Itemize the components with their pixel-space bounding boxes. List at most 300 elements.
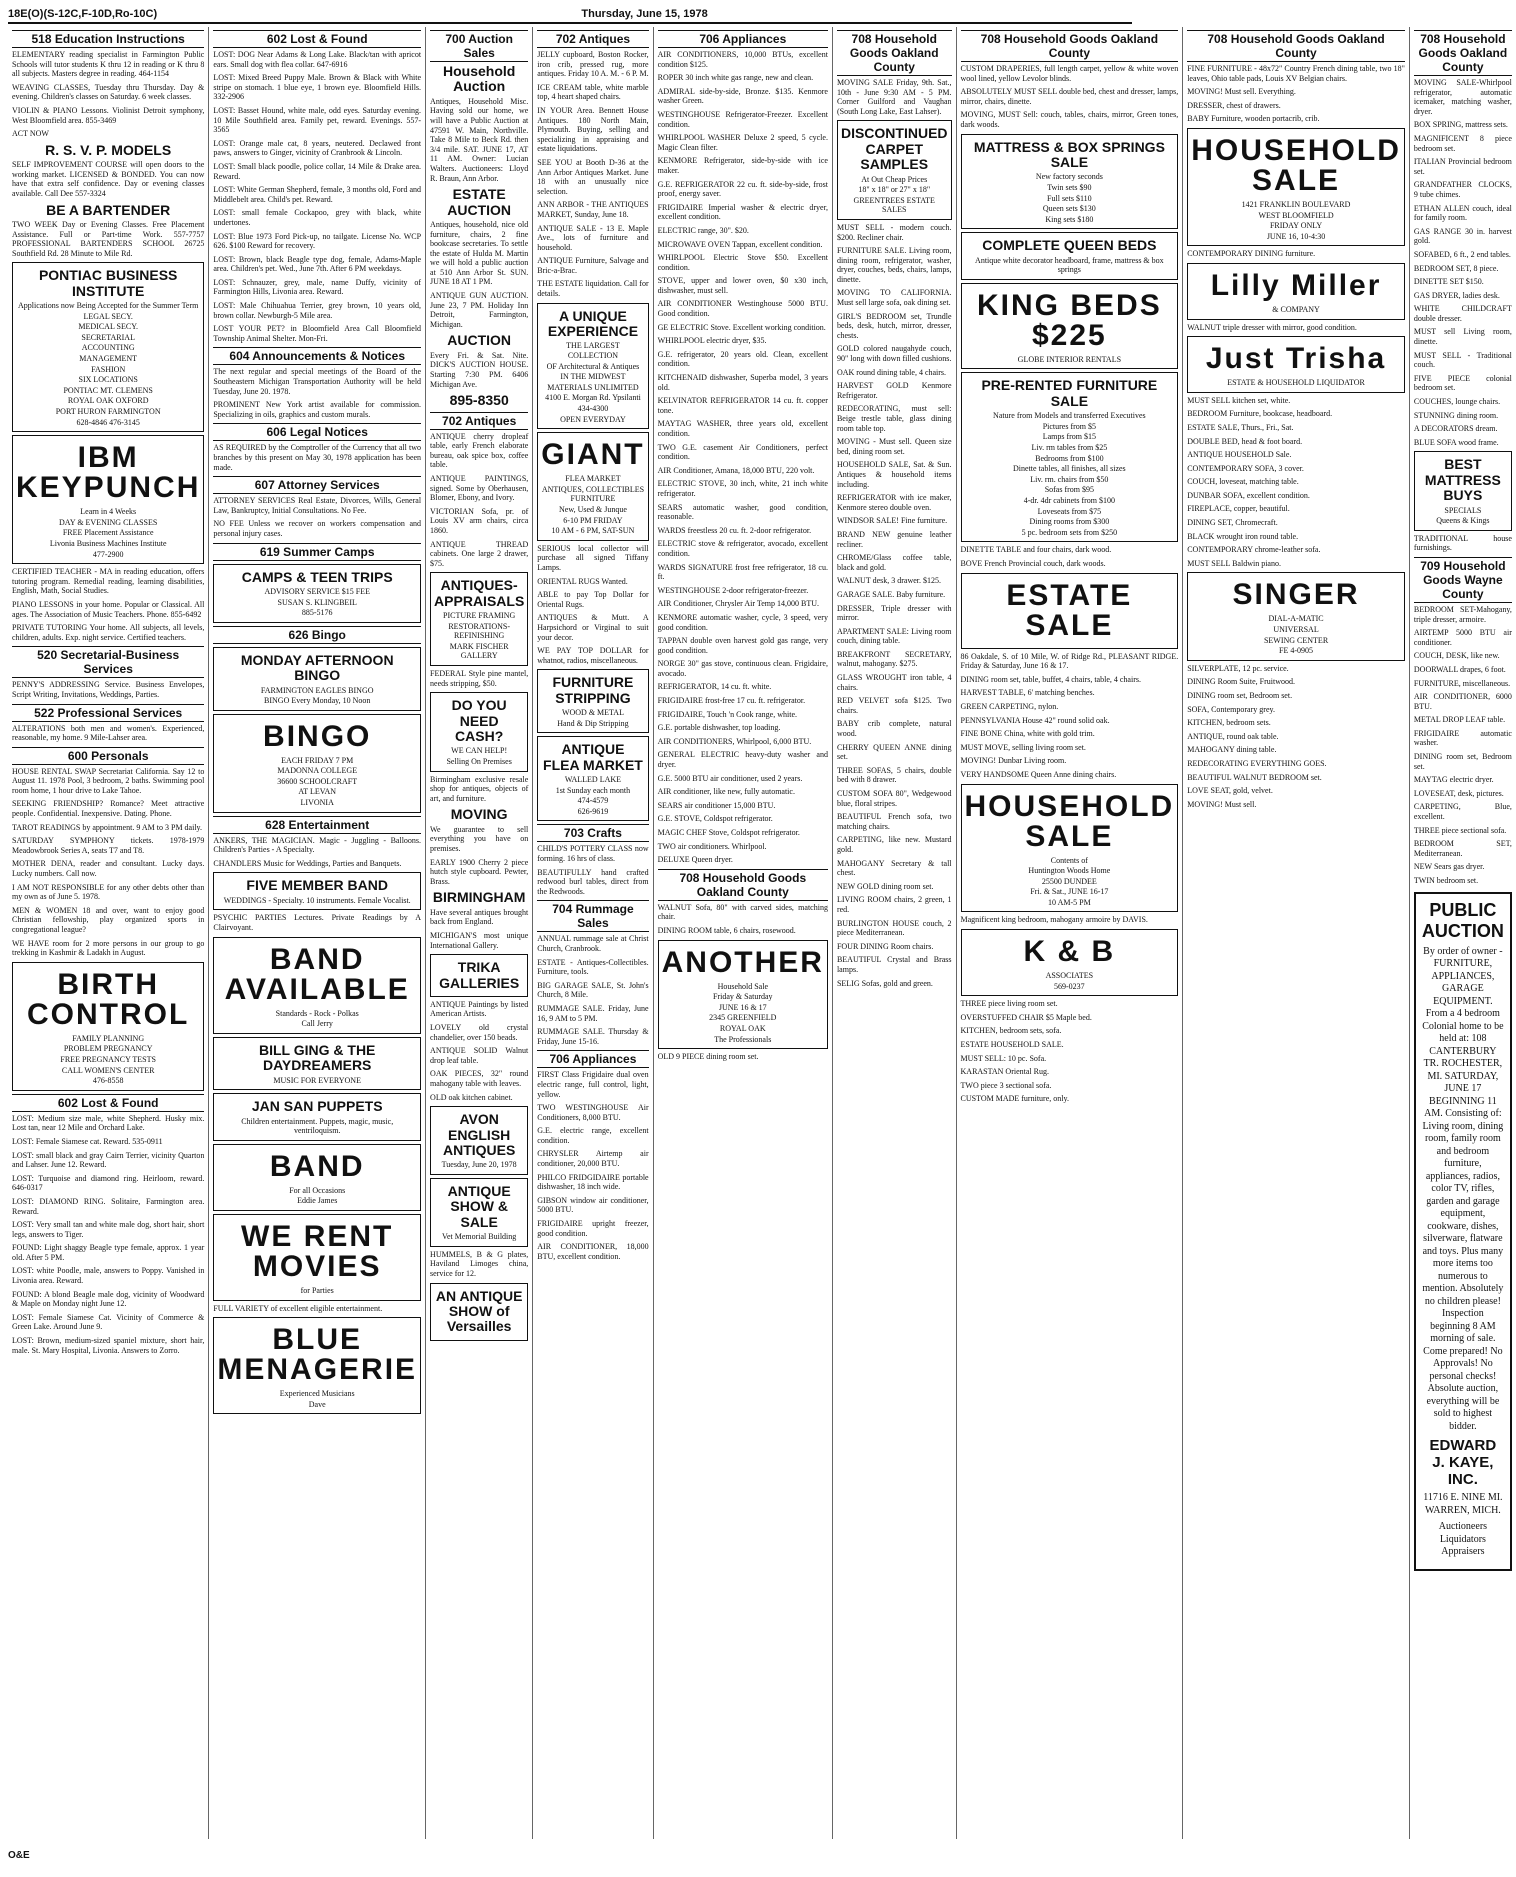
classified-ad: ADMIRAL side-by-side, Bronze. $135. Kenmore washer Green. [657,86,828,106]
classified-ad: FIRST Class Frigidaire dual oven electric range, full control, light, yellow. [537,1070,649,1099]
classified-ad: LOST: Small black poodle, police collar, 14 Mile & Drake area. Reward. [213,161,422,181]
display-ad-line: Fri. & Sat., JUNE 16-17 [1030,887,1109,897]
classified-ad: LOVESEAT, desk, pictures. [1413,788,1504,798]
section-header: 706 Appliances [537,1050,648,1068]
display-ad-title: DO YOU NEED CASH? [451,697,507,745]
public-auction-body: By order of owner - FURNITURE, APPLIANCES, GARAGE EQUIPMENT. From a 4 bedroom Colonial home to be held at: 108 CANTERBURY TR. ROCHESTER, MI. SATURDAY, JUNE 17 BEGINNING 11 AM. Consisting of: Living room, dining room, family room and bedroom furniture, appliances, radios, color TV, rifles, garden and garage equipment, cookware, dishes, silverware, flatware and toys. Plus many more items too numerous to mention. Absolutely no children please! Inspection beginning 8 AM morning of sale. Come prepared! No Approvals! No personal checks! Absolute auction, everything will be sold to highest bidder. [1422,945,1504,1432]
classified-ad: AS REQUIRED by the Comptroller of the Currency that all two branches by this present on May 30, 1978 application has been made. [213,443,422,472]
display-ad-line: MUSIC FOR EVERYONE [273,1075,361,1085]
display-ad-line: New factory seconds [1035,172,1103,182]
classified-ad: SEE YOU at Booth D-36 at the Ann Arbor Antiques Market. June 18 with an unusually nice selection. [537,157,649,196]
display-ad-line: 10 AM-5 PM [1048,897,1091,907]
classified-ad: WESTINGHOUSE Refrigerator-Freezer. Excellent condition. [657,109,828,129]
classified-ad: MUST SELL kitchen set, white. [1187,395,1291,405]
classified-ad: LOST: Brown, medium-sized spaniel mixture, short hair, male. St. Mary Hospital, Livonia. Answers to Zorro. [12,1336,205,1355]
ad-headline: AUCTION [447,332,512,349]
display-ad [213,937,421,1034]
classified-ad: G.E. electric range, excellent condition. [537,1126,649,1145]
classified-column [654,27,833,1839]
classified-ad: MICHIGAN'S most unique International Gallery. [430,930,529,950]
classified-ad: ANTIQUE, round oak table. [1187,731,1279,741]
section-header: 703 Crafts [537,824,648,842]
display-ad-line: & COMPANY [1272,304,1320,314]
classified-ad: MOVING SALE Friday, 9th. Sat., 10th - June 9:30 AM - 5 PM. Corner Guilford and Vaughan (South Long Lake, East Lahser). [836,78,952,116]
display-ad [430,1283,528,1341]
classified-ad: BRAND NEW genuine leather recliner. [836,529,952,549]
display-ad [537,669,648,733]
classified-ad: DINING room set, Bedroom set. [1413,752,1512,771]
classified-ad: BOVE French Provincial couch, dark woods. [960,558,1106,568]
display-ad-line: OF Architectural & Antiques [546,361,640,371]
classified-column [8,27,209,1839]
display-ad-line: WEST BLOOMFIELD [1258,210,1334,220]
display-ad-line: Dining rooms from $300 [1029,517,1110,527]
masthead [8,8,1132,24]
classified-ad: VIOLIN & PIANO Lessons. Violinist Detroit symphony, West Bloomfield area. 855-3469 [12,105,205,125]
display-ad-line: JUNE 16, 10-4:30 [1266,231,1326,241]
classified-ad: GIRL'S BEDROOM set, Trundle beds, desk, hutch, mirror, dresser, chests. [836,311,952,340]
classified-ad: MUST SELL: 10 pc. Sofa. [960,1053,1047,1063]
display-ad-line: BINGO Every Monday, 10 Noon [264,696,371,706]
newspaper-page [8,8,1512,1861]
display-ad-title: BLUE MENAGERIE [217,1323,418,1387]
display-ad [12,435,204,564]
classified-ad: NEW GOLD dining room set. [836,881,934,891]
classified-ad: ICE CREAM table, white marble top, 4 heart shaped chairs. [537,82,649,102]
classified-ad: MAGIC CHEF Stove, Coldspot refrigerator. [657,828,800,837]
classified-ad: ANTIQUE HOUSEHOLD Sale. [1187,450,1292,460]
display-ad-line: ESTATE & HOUSEHOLD LIQUIDATOR [1227,378,1365,388]
classified-ad: BREAKFRONT SECRETARY, walnut, mahogany. $275. [836,649,952,669]
display-ad-line: Nature from Models and transferred Executives [993,411,1146,421]
display-ad-line: ANTIQUES, COLLECTIBLES FURNITURE [541,484,645,504]
classified-ad: MOVING! Must sell. [1187,799,1257,809]
display-ad-title: ESTATE SALE [1006,578,1133,642]
classified-ad: LOST: White German Shepherd, female, 3 months old, Ford and Middlebelt area. Child's pet. Reward. [213,185,422,204]
display-ad-line: 6-10 PM FRIDAY [563,515,623,525]
classified-ad: GAS DRYER, ladies desk. [1413,290,1500,300]
classified-ad: G.E. STOVE, Coldspot refrigerator. [657,814,773,824]
classified-ad: REDECORATING, must sell: Beige trestle table, glass dining room table top. [836,404,952,433]
display-ad [658,940,828,1050]
display-ad-line: ASSOCIATES [1045,971,1094,981]
display-ad [430,1178,528,1247]
classified-ad: KENMORE Refrigerator, side-by-side with ice maker. [657,156,828,175]
display-ad-line: UNIVERSAL [1273,625,1319,635]
display-ad-line: Dave [308,1399,326,1409]
display-ad-title: KING BEDS $225 [977,288,1162,352]
display-ad-title: BAND [269,1149,365,1183]
classified-ad: DRESSER, Triple dresser with mirror. [836,603,952,623]
classified-ad: FINE BONE China, white with gold trim. [960,729,1095,739]
classified-ad: DINING SET, Chromecraft. [1187,518,1278,528]
display-ad [961,372,1179,542]
classified-ad: Every Fri. & Sat. Nite. DICK'S AUCTION HOUSE. Starting 7:30 PM. 6406 Michigan Ave. [430,350,529,389]
display-ad-line: OPEN EVERYDAY [560,414,626,424]
display-ad-title: PONTIAC BUSINESS INSTITUTE [38,267,178,299]
display-ad [961,232,1179,280]
classified-ad: FOUND: A blond Beagle male dog, vicinity of Woodward & Maple on Monday night June 12. [12,1289,205,1309]
display-ad-line: Vet Memorial Building [442,1232,517,1242]
classified-ad: PENNSYLVANIA House 42" round solid oak. [960,715,1110,725]
section-header: 708 Household Goods Oakland County [1187,30,1405,62]
classified-ad: LOST: white Poodle, male, answers to Poppy. Vanished in Livonia area. Reward. [12,1266,205,1286]
classified-ad: ANTIQUE cherry dropleaf table, early French elaborate bureau, oak spice box, coffee table. [430,431,529,470]
section-header: 708 Household Goods Oakland County [1414,30,1512,76]
classified-ad: PIANO LESSONS in your home. Popular or Classical. All ages. The Association of Music Teachers. Phone. 855-6492 [12,599,205,619]
classified-ad: GOLD colored naugahyde couch, 90" long with down filled cushions. [836,344,952,364]
section-header: 708 Household Goods Oakland County [837,30,952,76]
section-header: 704 Rummage Sales [537,900,648,932]
classified-ad: G.E. refrigerator, 20 years old. Clean, excellent condition. [657,349,828,369]
section-header: 706 Appliances [658,30,828,48]
issue-date: Thursday, June 15, 1978 [581,8,708,20]
classified-ad: FRIGIDAIRE Imperial washer & electric dryer, excellent condition. [657,202,828,222]
classified-ad: DINING room set, Bedroom set. [1187,691,1293,700]
section-header: 702 Antiques [430,412,528,430]
display-ad-line: ADVISORY SERVICE $15 FEE [264,586,370,596]
display-ad-line: SEWING CENTER [1263,635,1329,645]
classified-ad: LIVING ROOM chairs, 2 green, 1 red. [836,895,952,914]
classified-ad: LOST: Basset Hound, white male, odd eyes. Saturday evening. 10 Mile Southfield area. Family pet, reward. Evenings. 557-3565 [213,105,422,135]
classified-ad: BURLINGTON HOUSE couch, 2 piece Mediterranean. [836,918,952,938]
display-ad-line: New, Used & Junque [558,504,627,514]
classified-ad: DINING room set, table, buffet, 4 chairs, table, 4 chairs. [960,674,1141,684]
display-ad [537,736,648,821]
classified-ad: MAHOGANY Secretary & tall chest. [836,858,952,878]
display-ad [213,564,421,623]
display-ad-line: Liv. rm. chairs from $50 [1030,474,1109,484]
classified-ad: REFRIGERATOR, 14 cu. ft. white. [657,682,772,692]
classified-ad: BEDROOM Furniture, bookcase, headboard. [1187,409,1333,419]
display-ad-line: Experienced Musicians [279,1389,355,1399]
classified-ad: FOUR DINING Room chairs. [836,941,934,951]
classified-ad: TWO G.E. casement Air Conditioners, perfect condition. [657,442,828,462]
classified-ad: CERTIFIED TEACHER - MA in reading education, offers tutoring program. Remedial reading, learning disabilities, English, Math, Social Studies. [12,567,205,596]
classified-ad: ABSOLUTELY MUST SELL double bed, chest and dresser, lamps, mirror, chairs, dinette. [960,87,1179,106]
display-ad-title: HOUSEHOLD SALE [1191,133,1401,197]
classified-ad: BEAUTIFULLY hand crafted redwood burl tables, direct from the Redwoods. [537,867,649,896]
classified-ad: BABY crib complete, natural wood. [836,719,952,739]
display-ad-line: 18" x 18" or 27" x 18" [858,185,931,195]
classified-ad: COUCH, loveseat, matching table. [1187,477,1299,487]
classified-ad: TAPPAN double oven harvest gold gas range, very good condition. [657,636,828,655]
classified-ad: AIR Conditioner, Amana, 18,000 BTU, 220 volt. [657,465,815,475]
classified-ad: THREE piece living room set. [960,999,1058,1009]
classified-ad: BEAUTIFUL French sofa, two matching chairs. [836,812,952,831]
display-ad-line: Children entertainment. Puppets, magic, music, ventriloquism. [241,1116,394,1136]
classified-ad: BEDROOM SET, Mediterranean. [1413,839,1512,858]
display-ad-line: Livonia Business Machines Institute [49,538,167,548]
classified-ad: THREE SOFAS, 5 chairs, double bed with 8 drawer. [836,765,952,785]
classified-ad: 86 Oakdale, S. of 10 Mile, W. of Ridge Rd., PLEASANT RIDGE. Friday & Saturday, June 16 & 17. [960,651,1179,671]
classified-ad: SEARS automatic washer, good condition, reasonable. [657,502,828,522]
display-ad-line: Lamps from $15 [1042,432,1097,442]
display-ad [213,714,421,813]
classified-ad: MUST MOVE, selling living room set. [960,742,1086,752]
display-ad-title: K & B [1023,935,1116,969]
display-ad [961,134,1179,230]
classified-ad: ALTERATIONS both men and women's. Experienced, reasonable, my home. 9 Mile-Lahser area. [12,723,205,743]
section-header: 604 Announcements & Notices [213,347,421,365]
classified-ad: ANKERS, THE MAGICIAN. Magic - Juggling - Balloons. Children's Parties - A Specialty. [213,835,422,855]
display-ad [213,1317,421,1414]
classified-ad: SERIOUS local collector will purchase all signed Tiffany Lamps. [537,543,649,572]
classified-ad: TAROT READINGS by appointment. 9 AM to 3 PM daily. [12,822,203,832]
display-ad-line: FRIDAY ONLY [1269,221,1323,231]
classified-ad: Antiques, Household Misc. Having sold our home, we will have a Public Auction at 47591 W. Main, Northville. Take 8 Mile to Beck Rd. then 3/4 mile. SAT. JUNE 17, AT 11 AM. Owner: Lucian Walters. Auctioneers: Lloyd R. Braun, Ann Arbor. [430,96,529,183]
classified-column [533,27,653,1839]
display-ad-line: Standards - Rock - Polkas [275,1008,359,1018]
display-ad-line: WALLED LAKE [564,775,622,785]
classified-ad: CHILD'S POTTERY CLASS now forming. 16 hrs of class. [537,844,649,863]
section-header: 702 Antiques [537,30,648,48]
classified-ad: LOST: small female Cockapoo, grey with black, white undertones. [213,208,422,227]
classified-ad: CHRYSLER Airtemp air conditioner, 20,000 BTU. [537,1149,649,1169]
classified-ad: AIR CONDITIONER Westinghouse 5000 BTU. Good condition. [657,299,828,319]
display-ad [1187,128,1405,246]
classified-ad: OAK PIECES, 32" round mahogany table with leaves. [430,1069,529,1089]
display-ad [1414,451,1512,530]
classified-ad: COUCH, DESK, like new. [1413,651,1500,661]
display-ad-title: BILL GING & THE DAYDREAMERS [258,1041,376,1074]
display-ad-line: FREE PREGNANCY TESTS [60,1054,156,1064]
classified-ad: OLD 9 PIECE dining room set. [657,1052,759,1062]
display-ad-line: Hand & Dip Stripping [557,718,629,728]
classified-ad: The next regular and special meetings of the Board of the Southeastern Michigan Transportation Authority will be held Tuesday, June 20. 1978. [213,367,422,396]
display-ad-title: MONDAY AFTERNOON BINGO [240,651,394,684]
classified-ad: BLACK wrought iron round table. [1187,531,1299,541]
public-auction-title: PUBLIC AUCTION [1421,899,1504,941]
classified-ad: SELF IMPROVEMENT COURSE will open doors to the working market. LICENSED & BONDED. You can now have that extra self confidence. Day or evening classes available. Call Dee 557-3324 [12,160,205,198]
section-header: 708 Household Goods Oakland County [961,30,1179,62]
display-ad [430,692,528,771]
display-ad-line: THE LARGEST COLLECTION [566,341,620,361]
classified-ad: FURNITURE, miscellaneous. [1413,678,1511,688]
classified-ad: SEARS air conditioner 15,000 BTU. [657,800,776,810]
display-ad-line: Dinette tables, all finishes, all sizes [1013,464,1126,474]
classified-ad: A DECORATORS dream. [1413,424,1498,434]
display-ad-line: Selling On Premises [446,757,512,767]
display-ad-line: 4100 E. Morgan Rd. Ypsilanti [545,393,641,403]
classified-ad: LOVE SEAT, gold, velvet. [1187,786,1273,796]
ad-headline: Household Auction [442,63,516,95]
classified-ad: Have several antiques brought back from England. [430,907,529,927]
classified-ad: PSYCHIC PARTIES Lectures. Private Readings by A Clairvoyant. [213,913,422,933]
classified-ad: CARPETING, like new. Mustard gold. [836,835,952,854]
classified-ad: WARDS SIGNATURE frost free refrigerator, 18 cu. ft. [657,562,828,582]
classified-column [209,27,426,1839]
classified-ad: STUNNING dining room. [1413,410,1499,420]
display-ad [430,1106,528,1175]
classified-ad: AIR conditioner, like new, fully automatic. [657,787,795,797]
display-ad-line: 1st Sunday each month [555,785,631,795]
ad-headline: MOVING [450,806,508,823]
display-ad-title: IBM KEYPUNCH [16,441,201,505]
classified-ad: LOST: Male Chihuahua Terrier, grey brown, 10 years old, brown collar. Newburgh-5 Mile area. [213,301,422,320]
classified-ad: ANTIQUE SOLID Walnut drop leaf table. [430,1046,529,1065]
classified-ad: AIR CONDITIONER, 6000 BTU. [1413,692,1512,711]
classified-ad: GREEN CARPETING, nylon. [960,701,1059,711]
section-header: 628 Entertainment [213,816,421,834]
display-ad-line: FLEA MARKET [565,474,621,484]
classified-ad: KELVINATOR REFRIGERATOR 14 cu. ft. copper tone. [657,396,828,415]
display-ad-line: Sofas from $95 [1044,485,1095,495]
display-ad-title: FIVE MEMBER BAND [246,877,388,894]
classified-ad: MUST SELL - Traditional couch. [1413,350,1512,370]
display-ad-title: Lilly Miller [1210,268,1382,302]
classified-ad: CONTEMPORARY chrome-leather sofa. [1187,545,1321,555]
display-ad-title: WE RENT MOVIES [241,1219,394,1283]
display-ad-line: PONTIAC MT. CLEMENS [63,385,153,395]
classified-ad: LOST: DOG Near Adams & Long Lake. Black/tan with apricot ears. Small dog with flea collar. 647-6916 [213,50,422,69]
display-ad-title: ANTIQUES-APPRAISALS [434,577,525,609]
display-ad-line: JUNE 16 & 17 [718,1002,767,1012]
classified-ad: MOVING TO CALIFORNIA. Must sell large sofa, oak dining set. [836,288,952,308]
classified-ad: PHILCO FRIDGIDAIRE portable dishwasher, 18 inch wide. [537,1172,649,1192]
display-ad-line: 10 AM - 6 PM, SAT-SUN [551,526,635,536]
classified-ad: CHANDLERS Music for Weddings, Parties and Banquets. [213,858,402,868]
display-ad-line: SUSAN S. KLINGBEIL [277,597,357,607]
classified-ad: AIR CONDITIONER, 18,000 BTU, excellent condition. [537,1242,649,1261]
classified-ad: ABLE to pay Top Dollar for Oriental Rugs. [537,590,649,609]
display-ad [213,872,421,910]
display-ad [1187,263,1405,320]
classified-ad: WALNUT Sofa, 80" with carved sides, matching chair. [657,902,828,922]
classified-ad: ESTATE - Antiques-Collectibles. Furniture, tools. [537,957,649,977]
classified-ad: TWO air conditioners. Whirlpool. [657,841,767,851]
display-ad-line: At Out Cheap Prices [861,174,928,184]
classified-ad: FRIGIDAIRE automatic washer. [1413,728,1512,748]
classified-ad: TWO WEEK Day or Evening Classes. Free Placement Assistance. Full or Part-time Work. 557-7757 PROFESSIONAL BARTENDERS SCHOOL 26725 Southfield Rd. 28 Minute to Mile Rd. [12,219,205,258]
section-header: 626 Bingo [213,626,421,644]
display-ad [837,120,952,220]
classified-ad: LOST: Schnauzer, grey, male, name Duffy, vicinity of Farmington Hills, Livonia area. Reward. [213,277,422,297]
classified-ad: ITALIAN Provincial bedroom set. [1413,157,1512,176]
ad-headline: R. S. V. P. MODELS [45,141,172,158]
classified-column [1410,27,1516,1839]
classified-ad: CHROME/Glass coffee table, black and gold. [836,553,952,572]
display-ad-title: DISCONTINUED CARPET SAMPLES [840,125,948,173]
classified-ad: APARTMENT SALE: Living room couch, dining table. [836,626,952,646]
display-ad-title: PRE-RENTED FURNITURE SALE [981,377,1158,409]
classified-ad: LOST: Mixed Breed Puppy Male. Brown & Black with White stripe on stomach. 1 blue eye, 1 brown eye. Bloomfield Hills. 332-2906 [213,73,422,102]
classified-ad: Birmingham exclusive resale shop for antiques, objects of art, and furniture. [430,774,529,803]
classified-ad: MAGNIFICENT 8 piece bedroom set. [1413,133,1512,153]
display-ad-line: WOOD & METAL [561,708,624,718]
classified-ad: RUMMAGE SALE. Friday, June 16, 9 AM to 5 PM. [537,1003,649,1023]
classified-ad: FULL VARIETY of excellent eligible entertainment. [213,1303,383,1313]
display-ad-line: MEDICAL SECY. [78,322,138,332]
display-ad-title: FURNITURE STRIPPING [552,674,634,706]
display-ad-line: 434-4300 [577,404,609,413]
display-ad-line: MARK FISCHER GALLERY [449,641,509,661]
classified-ad: SILVERPLATE, 12 pc. service. [1187,663,1289,673]
display-ad-line: 474-4579 [577,796,609,806]
display-ad-line: FE 4-0905 [1279,646,1314,656]
classified-ad: DINING Room Suite, Fruitwood. [1187,677,1295,687]
classified-ad: ELECTRIC range, 30". $20. [657,225,749,235]
display-ad-line: Tuesday, June 20, 1978 [441,1160,517,1170]
display-ad-line: SECRETARIAL [81,332,135,342]
display-ad-title: JAN SAN PUPPETS [251,1098,383,1115]
display-ad-line: Liv. rm tables from $25 [1031,443,1108,453]
classified-ad: RED VELVET sofa $125. Two chairs. [836,696,952,715]
display-ad-line: Huntington Woods Home [1028,866,1111,876]
display-ad-title: ANOTHER [661,945,824,979]
classified-ad: THREE piece sectional sofa. [1413,825,1507,835]
classified-ad: AIR Conditioner, Chrysler Air Temp 14,000 BTU. [657,599,820,609]
classified-ad: CUSTOM SOFA 80", Wedgewood blue, floral stripes. [836,789,952,808]
section-header: 600 Personals [12,747,204,765]
classified-ad: MAYTAG WASHER, three years old, excellent condition. [657,419,828,438]
display-ad-line: MADONNA COLLEGE [277,766,358,776]
classified-ad: LOST: Blue 1973 Ford Pick-up, no tailgate. License No. WCP 626. $100 Reward for recovery. [213,231,422,251]
classified-ad: KITCHEN, bedroom sets. [1187,718,1271,728]
public-auction-ad [1414,892,1512,1571]
classified-ad: COUCHES, lounge chairs. [1413,397,1501,407]
classified-ad: WHIRLPOOL WASHER Deluxe 2 speed, 5 cycle. Magic Clean filter. [657,133,828,152]
display-ad-line: FARMINGTON EAGLES BINGO [260,685,374,695]
classified-ad: MOTHER DENA, reader and consultant. Lucky days. Lucky numbers. Call now. [12,859,205,879]
classified-ad: BEAUTIFUL WALNUT BEDROOM set. [1187,772,1322,782]
display-ad-title: AN ANTIQUE SHOW of Versailles [435,1287,523,1335]
display-ad-line: ACCOUNTING [81,343,135,353]
classified-ad: KENMORE automatic washer, cycle, 3 speed, very good condition. [657,612,828,632]
classified-ad: WHIRLPOOL electric dryer, $35. [657,336,767,346]
display-ad [213,647,421,711]
display-ad-line: Antique white decorator headboard, frame, mattress & box springs [975,255,1164,275]
display-ad-line: WE CAN HELP! [451,746,508,756]
display-ad-line: CALL WOMEN'S CENTER [61,1065,155,1075]
display-ad [430,572,528,666]
display-ad [213,1037,421,1090]
display-ad-title: CAMPS & TEEN TRIPS [241,568,393,585]
display-ad [213,1214,421,1301]
classified-ad: GENERAL ELECTRIC heavy-duty washer and dryer. [657,750,828,770]
classified-ad: DOORWALL drapes, 6 foot. [1413,664,1506,674]
classified-ad: BOX SPRING, mattress sets. [1413,120,1508,130]
classified-ad: WALNUT triple dresser with mirror, good condition. [1187,322,1357,332]
classified-ad: G.E. 5000 BTU air conditioner, used 2 years. [657,773,803,783]
classified-ad: Magnificent king bedroom, mahogany armoire by DAVIS. [960,915,1148,925]
classified-ad: MAHOGANY dining table. [1187,745,1277,755]
classified-column [1183,27,1410,1839]
display-ad-line: Call Jerry [301,1019,333,1029]
classified-ad: GLASS WROUGHT iron table, 4 chairs. [836,673,952,692]
display-ad-title: A UNIQUE EXPERIENCE [547,307,639,340]
classified-ad: LOVELY old crystal chandelier, over 150 beads. [430,1023,529,1042]
classified-ad: SOFABED, 6 ft., 2 end tables. [1413,249,1511,259]
classified-ad: ESTATE HOUSEHOLD SALE. [960,1040,1064,1050]
display-ad-line: Household Sale [717,981,768,991]
classified-ad: BIG GARAGE SALE, St. John's Church, 8 Mile. [537,980,649,1000]
display-ad-line: 477-2900 [92,549,124,559]
classified-ad: GE ELECTRIC Stove. Excellent working condition. [657,322,826,332]
classified-ad: TWIN bedroom set. [1413,876,1479,886]
classified-ad: GARAGE SALE. Baby furniture. [836,589,946,599]
display-ad-line: 885-5176 [301,608,333,618]
display-ad-title: COMPLETE QUEEN BEDS [982,237,1157,254]
auctioneer-name: EDWARD J. KAYE, INC. [1429,1437,1497,1489]
classified-ad: WE HAVE room for 2 more persons in our group to go trekking in Kashmir & Ladakh in August. [12,938,205,958]
classified-ad: TRADITIONAL house furnishings. [1413,533,1512,553]
classified-ad: FRIGIDAIRE upright freezer, good condition. [537,1219,649,1238]
classified-ad: TWO WESTINGHOUSE Air Conditioners, 8,000 BTU. [537,1103,649,1122]
classified-ad: BEDROOM SET, 8 piece. [1413,263,1499,273]
classified-ad: FIVE PIECE colonial bedroom set. [1413,373,1512,393]
classified-ad: ANTIQUE SALE - 13 E. Maple Ave., lots of furniture and household. [537,223,649,252]
